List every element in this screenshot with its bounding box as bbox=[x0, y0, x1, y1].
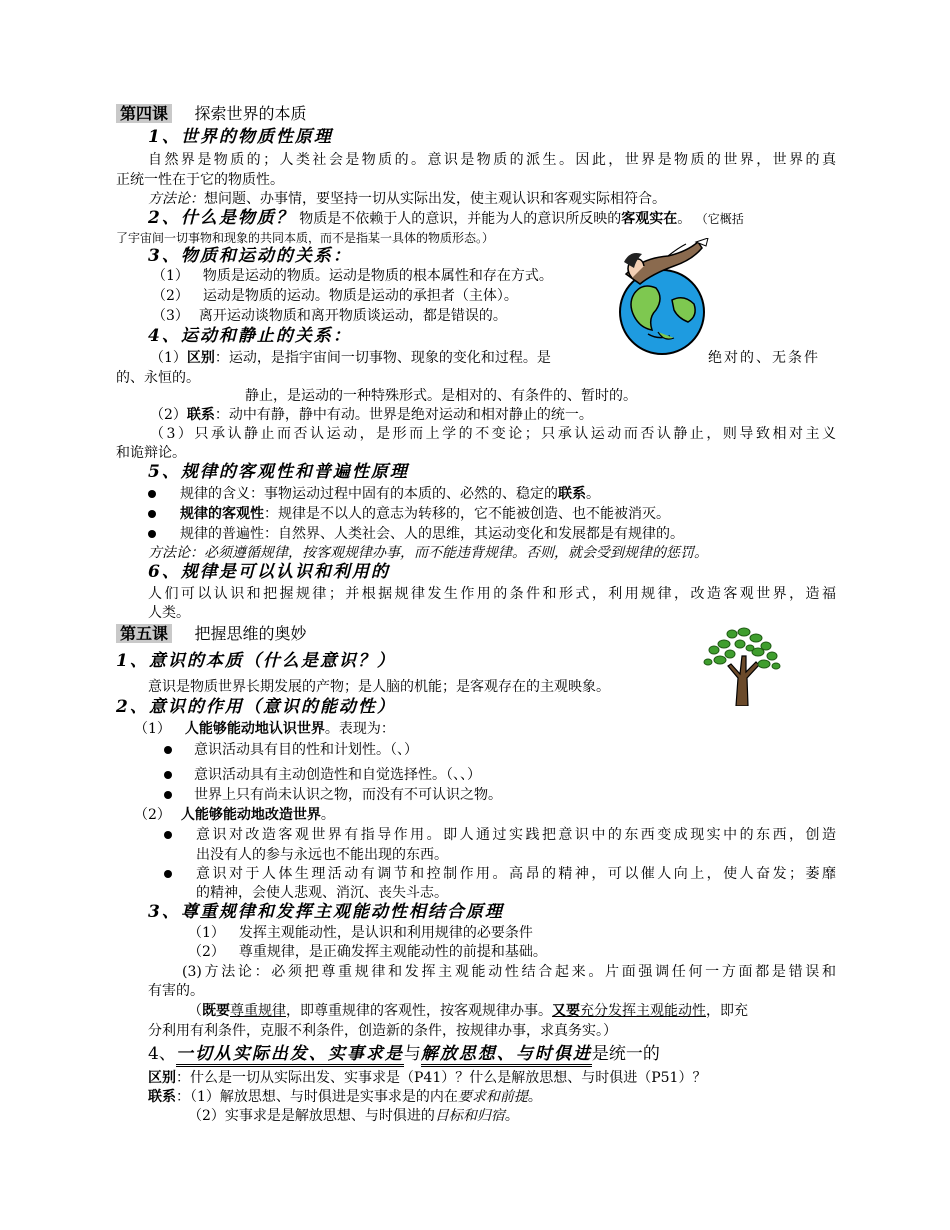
item-m1 bbox=[152, 266, 553, 286]
l5-bullet-c2 bbox=[164, 864, 172, 884]
bullet-icon bbox=[164, 791, 172, 799]
method-text: 想问题、办事情，要坚持一切从实际出发，使主观认识和客观实际相符合。 bbox=[204, 191, 666, 207]
heading-part-d: 是统一的 bbox=[591, 1044, 660, 1064]
l5-bullet-b2 bbox=[164, 765, 481, 785]
bullet-text: 意识活动具有目的性和计划性。（、） bbox=[194, 742, 418, 758]
item-r1 bbox=[150, 348, 551, 368]
label: 联系 bbox=[148, 1089, 176, 1105]
para-1a: 自然界是物质的；人类社会是物质的。意识是物质的派生。因此，世界是物质的世界，世界的真 bbox=[148, 152, 836, 168]
text: ，即尊重规律的客观性，按客观规律办事。 bbox=[286, 1003, 552, 1019]
text: （2）实事求是是解放思想、与时俱进的 bbox=[188, 1108, 435, 1124]
underlined-text: 充分发挥主观能动性 bbox=[580, 1003, 706, 1019]
para-6b: 人类。 bbox=[148, 605, 190, 621]
item-text: ：运动，是指宇宙间一切事物、现象的变化和过程。是 bbox=[214, 350, 551, 366]
l5-f1 bbox=[148, 1068, 706, 1088]
bullet-icon bbox=[148, 530, 156, 538]
italic-text: 要求和前提 bbox=[457, 1089, 528, 1105]
item-number: （1） bbox=[134, 721, 171, 737]
item-number: （2） bbox=[150, 407, 187, 423]
item-text: 物质是运动的物质。运动是物质的根本属性和存在方式。 bbox=[202, 268, 553, 284]
bullet-text: 意识活动具有主动创造性和自觉选择性。（、、） bbox=[194, 767, 481, 783]
heading-5: 5、规律的客观性和普遍性原理 bbox=[148, 462, 409, 482]
l5-heading-4 bbox=[148, 1042, 660, 1066]
l5-e-b: 分利用有利条件，克服不利条件，创造新的条件，按规律办事，求真务实。） bbox=[148, 1023, 617, 1039]
l5-e-line bbox=[188, 1001, 748, 1021]
l5-d3b: 有害的。 bbox=[148, 983, 204, 999]
bullet-text: 世界上只有尚未认识之物，而没有不可认识之物。 bbox=[194, 787, 502, 803]
heading-2: 2、什么是物质？ bbox=[148, 208, 295, 228]
item-r1-b: 绝对的、无条件 bbox=[708, 350, 820, 366]
bullet-icon bbox=[164, 771, 172, 779]
l5-para-1: 意识是物质世界长期发展的产物；是人脑的机能；是客观存在的主观映象。 bbox=[148, 679, 610, 695]
item-text: 离开运动谈物质和离开物质谈运动，都是错误的。 bbox=[198, 308, 507, 324]
bullet-icon bbox=[164, 870, 172, 878]
l5-heading-3: 3、尊重规律和发挥主观能动性相结合原理 bbox=[148, 902, 504, 922]
l5-c2b: 的精神，会使人悲观、消沉、丧失斗志。 bbox=[196, 885, 448, 901]
law-label: 规律的客观性 bbox=[180, 506, 264, 522]
note-a: （它概括 bbox=[695, 212, 744, 226]
lesson-4-title: 探索世界的本质 bbox=[194, 104, 307, 123]
lesson-4-header bbox=[116, 104, 306, 125]
item-label: 联系 bbox=[186, 407, 215, 423]
item-number: （1） bbox=[150, 350, 187, 366]
matter-definition: 物质是不依赖于人的意识，并能为人的意识所反映的 bbox=[299, 211, 622, 227]
item-m2 bbox=[152, 286, 518, 306]
item-text: 运动是物质的运动。物质是运动的承担者（主体）。 bbox=[202, 288, 518, 304]
l5-item-d1 bbox=[188, 923, 533, 943]
item-text: 发挥主观能动性，是认识和利用规律的必要条件 bbox=[238, 925, 533, 941]
method-2 bbox=[148, 543, 708, 563]
item-r3b: 和诡辩论。 bbox=[116, 445, 186, 461]
italic-text: 目标和归宿 bbox=[434, 1108, 505, 1124]
objective-reality: 客观实在 bbox=[621, 211, 678, 227]
bullet-icon bbox=[164, 746, 172, 754]
label: 区别 bbox=[148, 1070, 176, 1086]
item-number: （1） bbox=[188, 925, 225, 941]
heading-number: 4、 bbox=[148, 1044, 176, 1064]
note-b: 了宇宙间一切事物和现象的共同本质，而不是指某一具体的物质形态。） bbox=[116, 231, 495, 245]
heading-part-b: 与 bbox=[403, 1044, 421, 1064]
keyword: 又要 bbox=[552, 1003, 580, 1019]
method-text: 必须遵循规律，按客观规律办事，而不能违背规律。否则，就会受到规律的惩罚。 bbox=[204, 545, 708, 561]
law-3 bbox=[148, 524, 684, 544]
tree-icon bbox=[700, 626, 784, 706]
item-number: （2） bbox=[134, 807, 171, 823]
heading-1: 1、世界的物质性原理 bbox=[148, 127, 333, 147]
text: ：什么是一切从实际出发、实事求是（P41）？什么是解放思想、与时俱进（P51）？ bbox=[176, 1070, 707, 1086]
heading-2-line bbox=[148, 208, 744, 229]
item-r3a: （3）只承认静止而否认运动，是形而上学的不变论；只承认运动而否认静止，则导致相对主义 bbox=[150, 426, 836, 442]
item-text: ：动中有静，静中有动。世界是绝对运动和相对静止的统一。 bbox=[214, 407, 593, 423]
text: ，即充 bbox=[706, 1003, 748, 1019]
para-1b: 正统一性在于它的物质性。 bbox=[116, 172, 284, 188]
law-text: 规律的普遍性：自然界、人类社会、人的思维，其运动变化和发展都是有规律的。 bbox=[180, 526, 684, 542]
item-text: 。 bbox=[320, 807, 335, 823]
l5-c1a: 意识对改造客观世界有指导作用。即人通过实践把意识中的东西变成现实中的东西，创造 bbox=[196, 827, 836, 843]
item-r1-c: 的、永恒的。 bbox=[116, 370, 200, 386]
keyword: 既要 bbox=[202, 1003, 230, 1019]
period: 。 bbox=[504, 1108, 519, 1124]
item-r2 bbox=[150, 405, 593, 425]
item-bold: 人能够能动地改造世界 bbox=[180, 807, 321, 823]
text: ：（1）解放思想、与时俱进是实事求是的内在 bbox=[176, 1089, 458, 1105]
item-number: （2） bbox=[152, 288, 189, 304]
item-number: （1） bbox=[152, 268, 189, 284]
l5-item-d2 bbox=[188, 942, 547, 962]
law-text: 规律的含义：事物运动过程中固有的本质的、必然的、稳定的 bbox=[180, 486, 558, 502]
para-6a: 人们可以认识和把握规律；并根据规律发生作用的条件和形式，利用规律，改造客观世界，造福 bbox=[148, 586, 836, 602]
underlined-text: 尊重规律 bbox=[230, 1003, 286, 1019]
period: 。 bbox=[586, 486, 600, 502]
item-text: 尊重规律，是正确发挥主观能动性的前提和基础。 bbox=[238, 944, 547, 960]
lesson-5-badge: 第五课 bbox=[116, 624, 172, 643]
heading-6: 6、规律是可以认识和利用的 bbox=[148, 562, 390, 582]
l5-bullet-c1 bbox=[164, 825, 172, 845]
heading-3: 3、物质和运动的关系： bbox=[148, 246, 352, 266]
l5-f3 bbox=[188, 1106, 519, 1126]
lesson-5-header bbox=[116, 624, 306, 645]
period: 。 bbox=[677, 211, 692, 227]
law-1 bbox=[148, 484, 600, 504]
l5-heading-1: 1、意识的本质（什么是意识？） bbox=[116, 651, 396, 671]
item-number: （2） bbox=[188, 944, 225, 960]
bullet-icon bbox=[164, 831, 172, 839]
l5-bullet-b3 bbox=[164, 785, 502, 805]
item-r1-d: 静止，是运动的一种特殊形式。是相对的、有条件的、暂时的。 bbox=[245, 388, 637, 404]
l5-item-a1 bbox=[134, 719, 395, 739]
law-bold: 联系 bbox=[558, 486, 586, 502]
lesson-4-badge: 第四课 bbox=[116, 104, 172, 123]
period: 。 bbox=[527, 1089, 542, 1105]
item-m3 bbox=[152, 306, 507, 326]
l5-item-a2 bbox=[134, 805, 335, 825]
method-1 bbox=[148, 189, 666, 209]
l5-heading-2: 2、意识的作用（意识的能动性） bbox=[116, 697, 396, 717]
item-label: 区别 bbox=[186, 350, 215, 366]
l5-bullet-b1 bbox=[164, 740, 418, 760]
heading-part-c: 解放思想、与时俱进 bbox=[421, 1044, 592, 1067]
heading-part-a: 一切从实际出发、实事求是 bbox=[176, 1044, 404, 1067]
l5-d3a: (3)方法论：必须把尊重规律和发挥主观能动性结合起来。片面强调任何一方面都是错误和 bbox=[182, 964, 836, 980]
item-number: （3） bbox=[152, 308, 189, 324]
l5-f2 bbox=[148, 1087, 542, 1107]
item-text: 。表现为： bbox=[324, 721, 395, 737]
method-label: 方法论： bbox=[148, 545, 204, 561]
law-text: ：规律是不以人的意志为转移的，它不能被创造、也不能被消灭。 bbox=[264, 506, 670, 522]
l5-c2a: 意识对于人体生理活动有调节和控制作用。高昂的精神，可以催人向上，使人奋发；萎靡 bbox=[196, 866, 836, 882]
law-2 bbox=[148, 504, 670, 524]
heading-4: 4、运动和静止的关系： bbox=[148, 326, 352, 346]
l5-c1b: 出没有人的参与永远也不能出现的东西。 bbox=[196, 847, 448, 863]
globe-with-person-icon bbox=[612, 238, 712, 356]
paren: （ bbox=[188, 1003, 202, 1019]
lesson-5-title: 把握思维的奥妙 bbox=[194, 624, 307, 643]
bullet-icon bbox=[148, 510, 156, 518]
item-bold: 人能够能动地认识世界 bbox=[184, 721, 325, 737]
method-label: 方法论： bbox=[148, 191, 204, 207]
bullet-icon bbox=[148, 490, 156, 498]
